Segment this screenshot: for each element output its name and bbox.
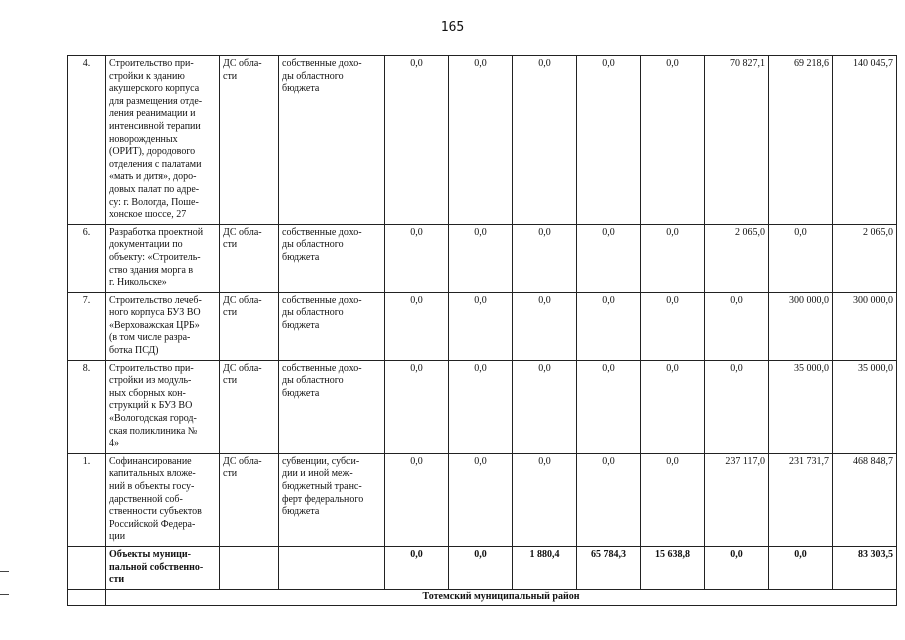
- value-cell: 0,0: [705, 360, 769, 453]
- value-cell: 300 000,0: [769, 292, 833, 360]
- value-cell: 35 000,0: [833, 360, 897, 453]
- value-cell: 0,0: [641, 453, 705, 546]
- total-value-cell: 15 638,8: [641, 546, 705, 589]
- value-cell: 0,0: [385, 453, 449, 546]
- empty-cell: [220, 546, 279, 589]
- value-cell: 0,0: [577, 224, 641, 292]
- total-value-cell: 0,0: [449, 546, 513, 589]
- object-name: Строительство при- стройки к зданию акушерского корпуса для размещения отде- ления реанимации и интенсивной терапии новорожденных (ОРИТ), дородового отделения с палатами «мать и дитя», доро- довых палат по адре- су: г. Вологда, Поше- хонское шоссе, 27: [106, 56, 220, 225]
- customer-cell: ДС обла- сти: [220, 292, 279, 360]
- value-cell: 300 000,0: [833, 292, 897, 360]
- value-cell: 0,0: [513, 292, 577, 360]
- value-cell: 0,0: [641, 56, 705, 225]
- value-cell: 0,0: [385, 292, 449, 360]
- value-cell: 0,0: [449, 56, 513, 225]
- value-cell: 468 848,7: [833, 453, 897, 546]
- value-cell: 237 117,0: [705, 453, 769, 546]
- value-cell: 35 000,0: [769, 360, 833, 453]
- value-cell: 0,0: [449, 360, 513, 453]
- empty-cell: [68, 589, 106, 605]
- value-cell: 0,0: [385, 360, 449, 453]
- object-name: Софинансирование капитальных вложе- ний в объекты госу- дарственной соб- ственности субъектов Российской Федера- ции: [106, 453, 220, 546]
- object-name: Строительство при- стройки из модуль- ных сборных кон- струкций к БУЗ ВО «Вологодская город- ская поликлиника № 4»: [106, 360, 220, 453]
- edge-mark: [0, 571, 9, 572]
- page-number: 165: [440, 20, 465, 35]
- total-value-cell: 65 784,3: [577, 546, 641, 589]
- row-number: 1.: [68, 453, 106, 546]
- value-cell: 0,0: [449, 453, 513, 546]
- value-cell: 0,0: [449, 224, 513, 292]
- empty-cell: [279, 546, 385, 589]
- value-cell: 0,0: [385, 56, 449, 225]
- edge-mark: [0, 594, 9, 595]
- customer-cell: ДС обла- сти: [220, 56, 279, 225]
- funding-source-cell: собственные дохо- ды областного бюджета: [279, 292, 385, 360]
- row-number: 4.: [68, 56, 106, 225]
- value-cell: 0,0: [641, 360, 705, 453]
- value-cell: 0,0: [769, 224, 833, 292]
- funding-source-cell: собственные дохо- ды областного бюджета: [279, 56, 385, 225]
- value-cell: 0,0: [513, 360, 577, 453]
- value-cell: 140 045,7: [833, 56, 897, 225]
- total-label: Объекты муници- пальной собственно- сти: [106, 546, 220, 589]
- value-cell: 231 731,7: [769, 453, 833, 546]
- section-title: Тотемский муниципальный район: [106, 589, 897, 605]
- value-cell: 0,0: [641, 224, 705, 292]
- customer-cell: ДС обла- сти: [220, 453, 279, 546]
- funding-source-cell: собственные дохо- ды областного бюджета: [279, 224, 385, 292]
- funding-source-cell: субвенции, субси- дии и иной меж- бюджетный транс- ферт федерального бюджета: [279, 453, 385, 546]
- value-cell: 0,0: [513, 453, 577, 546]
- value-cell: 2 065,0: [705, 224, 769, 292]
- total-row: [68, 546, 897, 589]
- object-name: Разработка проектной документации по объекту: «Строитель- ство здания морга в г. Никольске»: [106, 224, 220, 292]
- row-number: 8.: [68, 360, 106, 453]
- total-value-cell: 1 880,4: [513, 546, 577, 589]
- table-row: [68, 224, 897, 292]
- value-cell: 0,0: [641, 292, 705, 360]
- value-cell: 69 218,6: [769, 56, 833, 225]
- customer-cell: ДС обла- сти: [220, 224, 279, 292]
- total-value-cell: 0,0: [705, 546, 769, 589]
- value-cell: 0,0: [577, 56, 641, 225]
- table-row: [68, 292, 897, 360]
- value-cell: 70 827,1: [705, 56, 769, 225]
- customer-cell: ДС обла- сти: [220, 360, 279, 453]
- total-value-cell: 0,0: [385, 546, 449, 589]
- value-cell: 0,0: [577, 360, 641, 453]
- row-number: 7.: [68, 292, 106, 360]
- object-name: Строительство лечеб- ного корпуса БУЗ ВО «Верховажская ЦРБ» (в том числе разра- ботка ПСД): [106, 292, 220, 360]
- value-cell: 0,0: [449, 292, 513, 360]
- table-row: [68, 360, 897, 453]
- total-value-cell: 83 303,5: [833, 546, 897, 589]
- funding-source-cell: собственные дохо- ды областного бюджета: [279, 360, 385, 453]
- table-row: [68, 453, 897, 546]
- empty-cell: [68, 546, 106, 589]
- value-cell: 0,0: [385, 224, 449, 292]
- table-row: [68, 56, 897, 225]
- value-cell: 0,0: [577, 292, 641, 360]
- row-number: 6.: [68, 224, 106, 292]
- budget-table: [67, 55, 897, 606]
- value-cell: 0,0: [513, 224, 577, 292]
- value-cell: 0,0: [577, 453, 641, 546]
- section-row: [68, 589, 897, 605]
- value-cell: 0,0: [705, 292, 769, 360]
- value-cell: 2 065,0: [833, 224, 897, 292]
- total-value-cell: 0,0: [769, 546, 833, 589]
- value-cell: 0,0: [513, 56, 577, 225]
